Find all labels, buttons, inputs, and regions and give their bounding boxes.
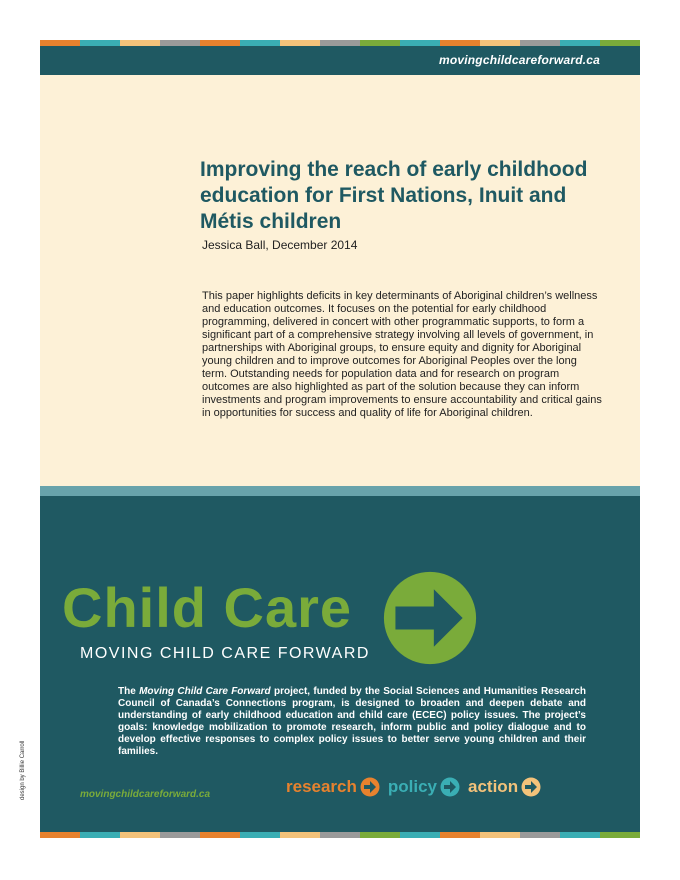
stripe-segment (320, 832, 360, 838)
stripe-segment (120, 832, 160, 838)
header-url[interactable]: movingchildcareforward.ca (438, 53, 600, 67)
title-panel (40, 75, 640, 486)
stripe-segment (360, 832, 400, 838)
paper-title: Improving the reach of early childhood education for First Nations, Inuit and Métis children (200, 158, 588, 233)
stripe-segment (600, 832, 640, 838)
project-description: The Moving Child Care Forward project, funded by the Social Sciences and Humanities Research Council of Canada’s Connections program, is designed to broaden and deepen debate and understanding of early childhood education and child care (ECEC) policy issues. The project’s goals: knowledge mobilization to promote research, inform public and policy dialogue and to develop effective responses to complex policy issues to better serve young children and their families. (118, 686, 586, 757)
header-bar (40, 46, 640, 75)
stripe-segment (440, 832, 480, 838)
design-credit: design by Billie Carroll (20, 740, 26, 800)
tag-policy (388, 777, 460, 797)
section-divider (40, 486, 640, 496)
stripe-segment (280, 832, 320, 838)
project-name: Moving Child Care Forward (139, 686, 271, 697)
abstract-text: This paper highlights deficits in key determinants of Aboriginal children’s wellness and education outcomes. It focuses on the potential for early childhood programming, delivered in concert with other programmatic supports, to form a significant part of a comprehensive strategy involving all levels of government, in partnerships with Aboriginal groups, to ensure equity and dignity for Aboriginal young children and to improve outcomes for Aboriginal Peoples over the long term. Outstanding needs for population data and for research on program outcomes are also highlighted as part of the solution because they can inform investments and program improvements to ensure accountability and critical gains in opportunities for success and quality of life for Aboriginal children. (202, 290, 602, 419)
bottom-color-stripe (40, 832, 640, 838)
tag-action (468, 777, 541, 797)
stripe-segment (480, 832, 520, 838)
tag-label: policy (387, 777, 438, 796)
stripe-segment (80, 832, 120, 838)
arrow-right-icon (521, 777, 541, 797)
arrow-circle-icon (382, 570, 478, 666)
arrow-right-icon (440, 777, 460, 797)
stripe-segment (560, 832, 600, 838)
stripe-segment (200, 832, 240, 838)
stripe-segment (520, 832, 560, 838)
tagline (286, 777, 549, 797)
arrow-right-icon (360, 777, 380, 797)
author-date: Jessica Ball, December 2014 (202, 238, 358, 252)
tag-research (286, 777, 380, 797)
stripe-segment (40, 832, 80, 838)
document-page (40, 40, 640, 838)
footer-url[interactable]: movingchildcareforward.ca (80, 789, 211, 800)
logo-subtitle: MOVING CHILD CARE FORWARD (80, 645, 370, 662)
stripe-segment (400, 832, 440, 838)
tag-label: research (286, 777, 357, 796)
stripe-segment (160, 832, 200, 838)
stripe-segment (240, 832, 280, 838)
tag-label: action (468, 777, 519, 796)
logo-title: Child Care (62, 576, 353, 639)
